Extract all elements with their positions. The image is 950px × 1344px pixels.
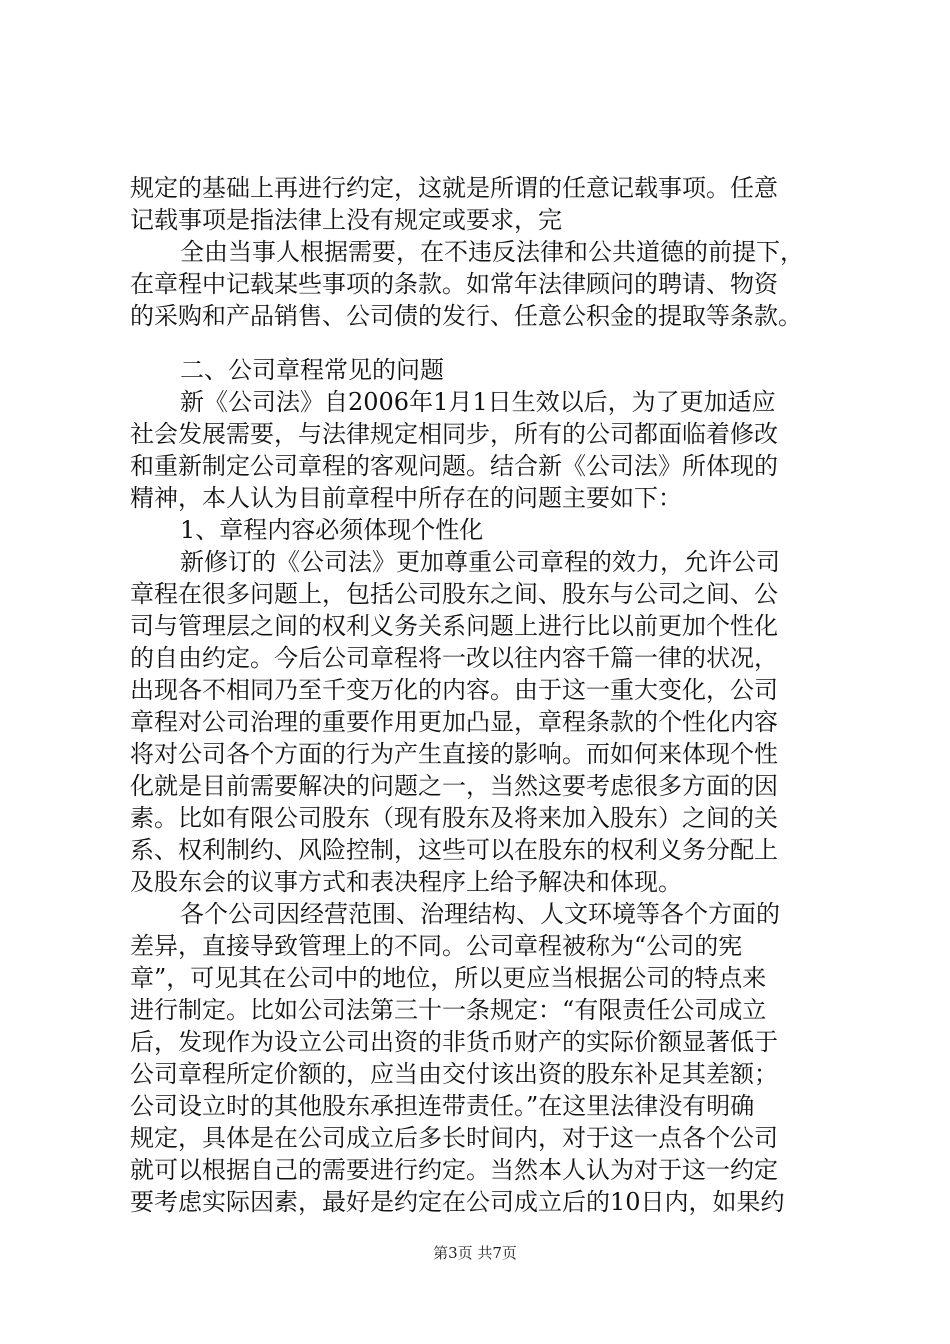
text-line: 公司章程所定价额的，应当由交付该出资的股东补足其差额； xyxy=(130,1060,778,1088)
text-line: 化就是目前需要解决的问题之一，当然这要考虑很多方面的因 xyxy=(130,772,778,800)
text-line: 章”，可见其在公司中的地位，所以更应当根据公司的特点来 xyxy=(130,964,767,992)
text-line: 要考虑实际因素，最好是约定在公司成立后的10日内，如果约 xyxy=(130,1188,785,1216)
text-line: 素。比如有限公司股东（现有股东及将来加入股东）之间的关 xyxy=(130,804,778,832)
subsection-heading: 1、章程内容必须体现个性化 xyxy=(180,516,484,544)
text-line: 规定的基础上再进行约定，这就是所谓的任意记载事项。任意 xyxy=(130,174,778,202)
text-line: 将对公司各个方面的行为产生直接的影响。而如何来体现个性 xyxy=(130,740,778,768)
text-line: 和重新制定公司章程的客观问题。结合新《公司法》所体现的 xyxy=(130,452,778,480)
text-line: 司与管理层之间的权利义务关系问题上进行比以前更加个性化 xyxy=(130,612,778,640)
paragraph-optional-items-definition xyxy=(130,236,830,332)
text-line: 及股东会的议事方式和表决程序上给予解决和体现。 xyxy=(130,868,682,896)
text-line: 社会发展需要，与法律规定相同步，所有的公司都面临着修改 xyxy=(130,420,778,448)
text-line: 记载事项是指法律上没有规定或要求，完 xyxy=(130,206,562,234)
paragraph-new-company-law xyxy=(130,386,830,514)
text-line: 公司设立时的其他股东承担连带责任。”在这里法律没有明确 xyxy=(130,1092,755,1120)
text-line: 全由当事人根据需要，在不违反法律和公共道德的前提下， xyxy=(180,238,804,266)
paragraph-optional-items-continued xyxy=(130,172,830,236)
text-line: 系、权利制约、风险控制，这些可以在股东的权利义务分配上 xyxy=(130,836,778,864)
text-line: 新《公司法》自2006年1月1日生效以后，为了更加适应 xyxy=(180,388,776,416)
text-line: 精神，本人认为目前章程中所存在的问题主要如下： xyxy=(130,484,682,512)
paragraph-management-differences xyxy=(130,898,830,1218)
text-line: 在章程中记载某些事项的条款。如常年法律顾问的聘请、物资 xyxy=(130,270,778,298)
text-line: 各个公司因经营范围、治理结构、人文环境等各个方面的 xyxy=(180,900,780,928)
paragraph-personalization xyxy=(130,546,830,898)
document-body xyxy=(130,172,830,1218)
paragraph-gap xyxy=(130,332,830,354)
text-line: 规定，具体是在公司成立后多长时间内，对于这一点各个公司 xyxy=(130,1124,778,1152)
text-line: 的自由约定。今后公司章程将一改以往内容千篇一律的状况， xyxy=(130,644,778,672)
text-line: 进行制定。比如公司法第三十一条规定：“有限责任公司成立 xyxy=(130,996,767,1024)
text-line: 差异，直接导致管理上的不同。公司章程被称为“公司的宪 xyxy=(130,932,743,960)
text-line: 新修订的《公司法》更加尊重公司章程的效力，允许公司 xyxy=(180,548,780,576)
text-line: 出现各不相同乃至千变万化的内容。由于这一重大变化，公司 xyxy=(130,676,778,704)
text-line: 的采购和产品销售、公司债的发行、任意公积金的提取等条款。 xyxy=(130,302,802,330)
text-line: 章程对公司治理的重要作用更加凸显，章程条款的个性化内容 xyxy=(130,708,778,736)
text-line: 就可以根据自己的需要进行约定。当然本人认为对于这一约定 xyxy=(130,1156,778,1184)
page-footer xyxy=(0,1243,950,1263)
text-line: 后，发现作为设立公司出资的非货币财产的实际价额显著低于 xyxy=(130,1028,778,1056)
section-heading: 二、公司章程常见的问题 xyxy=(180,356,444,384)
text-line: 章程在很多问题上，包括公司股东之间、股东与公司之间、公 xyxy=(130,580,778,608)
page-number-label: 第3页 共7页 xyxy=(433,1244,517,1262)
